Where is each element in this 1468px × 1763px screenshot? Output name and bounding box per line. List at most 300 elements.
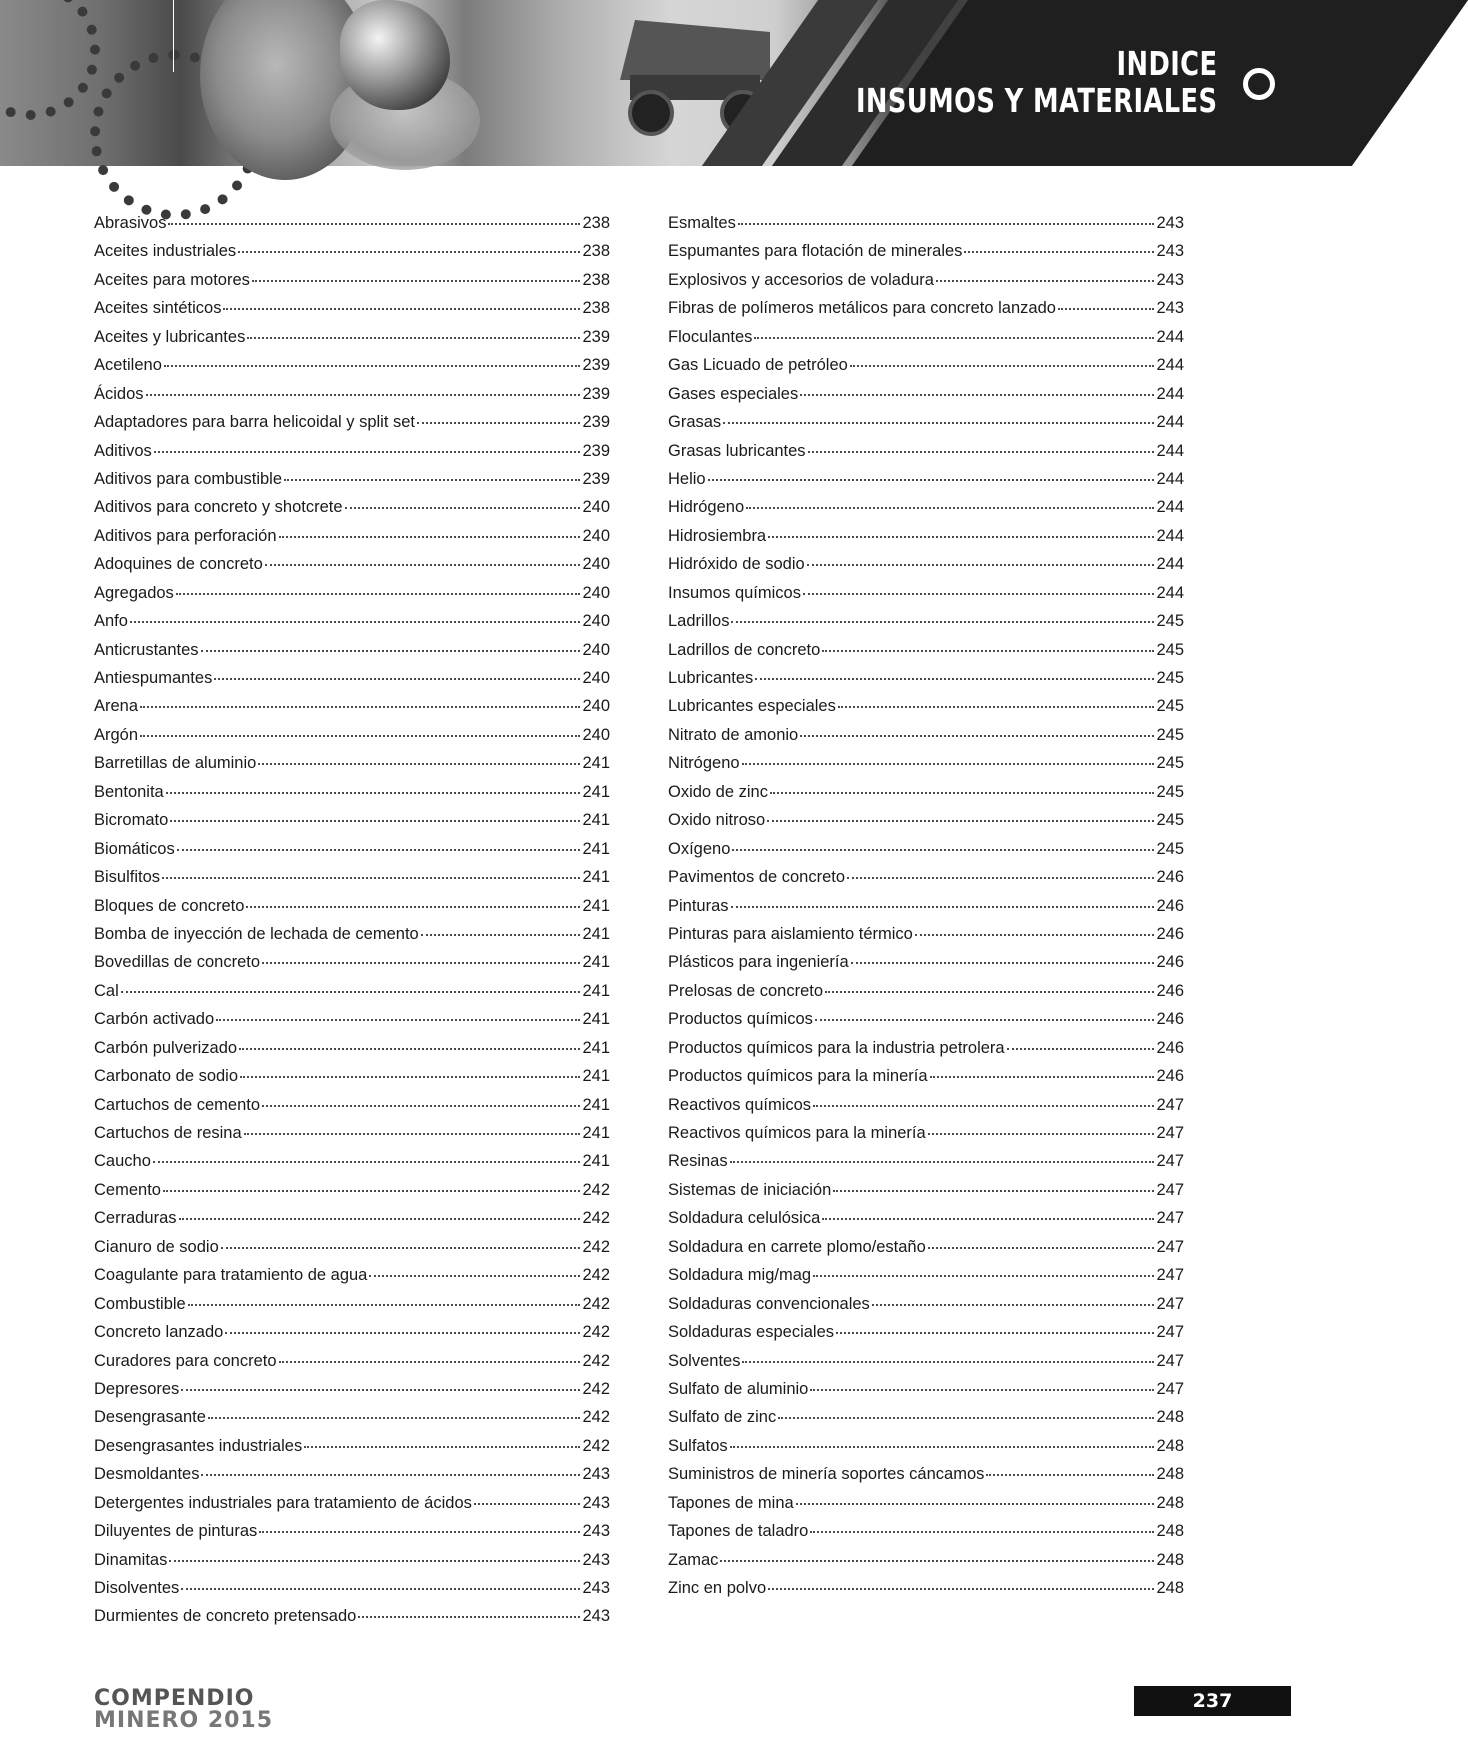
index-entry-name: Cal	[94, 981, 119, 1000]
index-entry-name: Zamac	[668, 1550, 719, 1569]
index-entry	[94, 1295, 610, 1323]
index-entry	[668, 1209, 1184, 1237]
index-entry-name: Plásticos para ingeniería	[668, 953, 849, 972]
index-entry-page: 246	[1156, 868, 1184, 887]
index-entry-page: 242	[582, 1237, 610, 1256]
index-entry-name: Pavimentos de concreto	[668, 868, 846, 887]
index-entry-page: 248	[1156, 1579, 1184, 1597]
index-entry-page: 242	[582, 1209, 610, 1228]
dot-leader	[225, 1332, 580, 1334]
index-entry-name: Nitrógeno	[668, 754, 740, 773]
dot-leader	[807, 564, 1155, 566]
index-entry-name: Sulfato de aluminio	[668, 1379, 809, 1398]
index-entry-page: 241	[582, 754, 610, 773]
index-entry-page: 244	[1156, 441, 1184, 460]
index-entry-name: Bomba de inyección de lechada de cemento	[94, 924, 419, 943]
index-entry-page: 247	[1156, 1095, 1184, 1114]
index-entry-name: Aceites y lubricantes	[94, 327, 246, 346]
dot-leader	[986, 1474, 1154, 1476]
dot-leader	[238, 251, 580, 253]
index-entry	[94, 1181, 610, 1209]
page-number: 237	[1134, 1686, 1291, 1716]
dot-leader	[259, 1531, 580, 1533]
title-line-2: INSUMOS Y MATERIALES	[855, 81, 1217, 120]
index-entry-name: Esmaltes	[668, 214, 736, 232]
index-entry-name: Hidrosiembra	[668, 526, 767, 545]
dot-leader	[813, 1275, 1154, 1277]
index-entry	[94, 328, 610, 356]
dot-leader	[170, 820, 580, 822]
index-entry-name: Carbonato de sodio	[94, 1067, 239, 1086]
index-entry-page: 243	[582, 1522, 610, 1541]
index-entry	[668, 1039, 1184, 1067]
index-entry	[668, 1238, 1184, 1266]
index-entry	[668, 754, 1184, 782]
index-entry-name: Fibras de polímeros metálicos para concreto lanzado	[668, 299, 1056, 318]
index-entry-name: Arena	[94, 697, 139, 716]
index-entry	[94, 385, 610, 413]
logo-line-1: COMPENDIO	[94, 1686, 255, 1711]
index-entry-page: 243	[582, 1550, 610, 1569]
index-entry	[668, 214, 1184, 242]
index-entry	[94, 669, 610, 697]
index-entry	[668, 1181, 1184, 1209]
index-entry	[668, 612, 1184, 640]
index-entry-page: 238	[582, 214, 610, 232]
index-entry	[668, 925, 1184, 953]
index-entry-name: Antiespumantes	[94, 669, 213, 687]
index-entry-name: Hidrógeno	[668, 498, 745, 517]
index-entry-name: Argón	[94, 725, 139, 744]
index-entry-name: Aditivos	[94, 441, 152, 460]
dot-leader	[810, 1531, 1154, 1533]
index-entry	[668, 242, 1184, 270]
index-entry-page: 240	[582, 640, 610, 659]
index-entry-name: Concreto lanzado	[94, 1323, 224, 1342]
index-entry-name: Adaptadores para barra helicoidal y split set	[94, 413, 416, 432]
index-entry-name: Bisulfitos	[94, 868, 161, 887]
index-entry	[668, 1380, 1184, 1408]
dot-leader	[140, 735, 580, 737]
index-entry-name: Bloques de concreto	[94, 896, 245, 915]
dot-leader	[754, 337, 1154, 339]
index-entry-name: Tapones de mina	[668, 1493, 794, 1512]
index-entry	[668, 669, 1184, 697]
index-entry	[668, 1522, 1184, 1550]
index-entry	[94, 612, 610, 640]
index-entry-name: Carbón activado	[94, 1010, 215, 1029]
dot-leader	[742, 763, 1155, 765]
dot-leader	[746, 507, 1154, 509]
index-entry	[94, 299, 610, 327]
index-entry-name: Pinturas para aislamiento térmico	[668, 924, 913, 943]
index-entry	[94, 982, 610, 1010]
index-entry-name: Cemento	[94, 1180, 161, 1199]
dot-leader	[825, 991, 1154, 993]
index-entry-page: 247	[1156, 1266, 1184, 1285]
index-entry-page: 241	[582, 981, 610, 1000]
index-entry-page: 245	[1156, 612, 1184, 631]
dot-leader	[201, 650, 581, 652]
dot-leader	[767, 820, 1154, 822]
dot-leader	[262, 1105, 580, 1107]
index-entry	[94, 726, 610, 754]
dot-leader	[930, 1076, 1155, 1078]
index-entry	[94, 470, 610, 498]
index-entry-name: Cianuro de sodio	[94, 1237, 219, 1256]
title-line-1: INDICE	[1116, 44, 1217, 83]
index-entry	[668, 982, 1184, 1010]
index-entry-name: Biomáticos	[94, 839, 175, 858]
index-entry-page: 246	[1156, 981, 1184, 1000]
index-entry	[94, 1124, 610, 1152]
index-entry	[94, 214, 610, 242]
index-entry	[94, 1551, 610, 1579]
index-entry-page: 240	[582, 526, 610, 545]
dot-leader	[369, 1275, 580, 1277]
index-entry-name: Reactivos químicos	[668, 1095, 812, 1114]
index-entry	[94, 1494, 610, 1522]
index-entry-page: 247	[1156, 1379, 1184, 1398]
index-column-right	[668, 214, 1184, 1607]
index-entry-name: Aceites sintéticos	[94, 299, 222, 318]
dot-leader	[244, 1133, 581, 1135]
dot-leader	[768, 1588, 1154, 1590]
index-entry-page: 246	[1156, 1067, 1184, 1086]
index-entry	[94, 1437, 610, 1465]
index-entry-name: Desengrasantes industriales	[94, 1436, 303, 1455]
index-entry	[94, 584, 610, 612]
index-entry-name: Floculantes	[668, 327, 753, 346]
index-entry-name: Desmoldantes	[94, 1465, 200, 1484]
header-banner	[0, 0, 1291, 166]
index-entry-page: 245	[1156, 782, 1184, 801]
index-entry-name: Combustible	[94, 1294, 186, 1313]
index-entry-name: Dinamitas	[94, 1550, 168, 1569]
dot-leader	[284, 479, 580, 481]
dot-leader	[223, 308, 580, 310]
index-entry-page: 248	[1156, 1522, 1184, 1541]
index-entry-page: 241	[582, 839, 610, 858]
dot-leader	[146, 394, 581, 396]
index-entry-page: 242	[582, 1180, 610, 1199]
index-entry-name: Detergentes industriales para tratamiento de ácidos	[94, 1493, 472, 1512]
index-entry-page: 242	[582, 1436, 610, 1455]
index-entry	[94, 1067, 610, 1095]
index-entry-name: Acetileno	[94, 356, 162, 375]
dot-leader	[121, 991, 581, 993]
index-entry	[94, 271, 610, 299]
index-entry	[668, 953, 1184, 981]
index-entry-page: 245	[1156, 811, 1184, 830]
dot-leader	[188, 1304, 581, 1306]
index-entry	[668, 811, 1184, 839]
index-entry-page: 243	[582, 1493, 610, 1512]
index-entry	[668, 1437, 1184, 1465]
index-entry-name: Adoquines de concreto	[94, 555, 263, 574]
index-entry	[668, 413, 1184, 441]
index-entry-name: Durmientes de concreto pretensado	[94, 1607, 357, 1626]
index-entry-page: 240	[582, 583, 610, 602]
dot-leader	[851, 962, 1155, 964]
index-entry-page: 245	[1156, 725, 1184, 744]
index-entry	[668, 1010, 1184, 1038]
index-entry	[668, 726, 1184, 754]
index-entry	[668, 1408, 1184, 1436]
index-entry-name: Aditivos para combustible	[94, 469, 283, 488]
index-entry-name: Abrasivos	[94, 214, 167, 232]
index-entry-name: Insumos químicos	[668, 583, 801, 602]
index-entry-name: Pinturas	[668, 896, 729, 915]
index-entry	[668, 584, 1184, 612]
index-entry-name: Lubricantes	[668, 669, 754, 687]
dot-leader	[850, 365, 1155, 367]
index-entry-name: Diluyentes de pinturas	[94, 1522, 258, 1541]
compendio-minero-logo	[94, 1686, 274, 1733]
index-entry-page: 241	[582, 1095, 610, 1114]
index-entry-page: 246	[1156, 953, 1184, 972]
index-entry-page: 244	[1156, 384, 1184, 403]
index-entry	[94, 754, 610, 782]
index-entry	[94, 897, 610, 925]
index-entry-page: 246	[1156, 1038, 1184, 1057]
index-entry-page: 245	[1156, 839, 1184, 858]
index-entry	[668, 1152, 1184, 1180]
index-entry-name: Curadores para concreto	[94, 1351, 277, 1370]
index-entry-page: 244	[1156, 555, 1184, 574]
dot-leader	[262, 962, 580, 964]
index-entry-page: 238	[582, 270, 610, 289]
dot-leader	[731, 906, 1155, 908]
ring-icon	[1243, 68, 1275, 100]
index-entry-name: Espumantes para flotación de minerales	[668, 242, 963, 261]
index-entry-name: Ácidos	[94, 384, 144, 403]
index-entry	[94, 1352, 610, 1380]
index-entry-page: 242	[582, 1294, 610, 1313]
index-entry-page: 247	[1156, 1294, 1184, 1313]
index-entry-page: 243	[1156, 214, 1184, 232]
index-entry	[94, 840, 610, 868]
index-entry-page: 244	[1156, 469, 1184, 488]
index-entry-page: 241	[582, 953, 610, 972]
index-entry	[94, 356, 610, 384]
index-entry-name: Anticrustantes	[94, 640, 199, 659]
dot-leader	[730, 1161, 1155, 1163]
index-entry-page: 239	[582, 469, 610, 488]
index-entry-page: 244	[1156, 583, 1184, 602]
index-entry-name: Prelosas de concreto	[668, 981, 824, 1000]
index-entry	[94, 242, 610, 270]
index-entry-name: Productos químicos para la industria petrolera	[668, 1038, 1005, 1057]
index-entry	[94, 1266, 610, 1294]
index-entry	[94, 1380, 610, 1408]
index-entry-page: 244	[1156, 526, 1184, 545]
index-entry-page: 244	[1156, 327, 1184, 346]
dot-leader	[177, 849, 581, 851]
index-entry-page: 241	[582, 924, 610, 943]
dot-leader	[813, 1105, 1154, 1107]
dot-leader	[731, 621, 1154, 623]
index-entry	[668, 897, 1184, 925]
index-entry-name: Soldadura mig/mag	[668, 1266, 812, 1285]
index-entry-page: 243	[582, 1579, 610, 1597]
index-entry-page: 247	[1156, 1237, 1184, 1256]
index-entry	[94, 1010, 610, 1038]
index-entry	[94, 811, 610, 839]
dot-leader	[208, 1417, 581, 1419]
index-entry	[668, 555, 1184, 583]
index-entry	[94, 1039, 610, 1067]
dot-leader	[140, 706, 580, 708]
index-entry	[94, 413, 610, 441]
dot-leader	[928, 1247, 1155, 1249]
dot-leader	[163, 1190, 581, 1192]
index-entry	[668, 470, 1184, 498]
index-entry-page: 240	[582, 725, 610, 744]
index-entry-page: 241	[582, 1038, 610, 1057]
dot-leader	[162, 877, 580, 879]
index-entry-name: Bentonita	[94, 782, 164, 801]
dot-leader	[201, 1474, 580, 1476]
index-entry-name: Soldaduras especiales	[668, 1323, 835, 1342]
index-entry	[668, 1096, 1184, 1124]
index-entry-page: 246	[1156, 896, 1184, 915]
dot-leader	[768, 536, 1154, 538]
dot-leader	[815, 1019, 1155, 1021]
dot-leader	[838, 706, 1155, 708]
index-entry-page: 241	[582, 811, 610, 830]
index-entry-page: 245	[1156, 640, 1184, 659]
index-entry-name: Ladrillos	[668, 612, 730, 631]
index-entry	[94, 1096, 610, 1124]
index-entry-page: 245	[1156, 669, 1184, 687]
index-entry-page: 243	[1156, 242, 1184, 261]
index-entry-name: Soldadura celulósica	[668, 1209, 821, 1228]
index-entry-name: Nitrato de amonio	[668, 725, 799, 744]
index-entry-page: 248	[1156, 1408, 1184, 1427]
dot-leader	[247, 337, 580, 339]
index-entry-name: Lubricantes especiales	[668, 697, 836, 716]
index-entry	[668, 840, 1184, 868]
index-entry	[94, 555, 610, 583]
dot-leader	[720, 1560, 1154, 1562]
index-entry-name: Bovedillas de concreto	[94, 953, 261, 972]
dot-leader	[796, 1503, 1155, 1505]
index-entry-name: Hidróxido de sodio	[668, 555, 805, 574]
index-entry-page: 241	[582, 1010, 610, 1029]
dot-leader	[810, 1389, 1154, 1391]
index-entry	[94, 527, 610, 555]
dot-leader	[239, 1048, 580, 1050]
dot-leader	[738, 223, 1155, 225]
dot-leader	[164, 365, 581, 367]
dot-leader	[304, 1446, 580, 1448]
index-entry	[94, 1209, 610, 1237]
index-entry-page: 245	[1156, 754, 1184, 773]
dot-leader	[822, 650, 1154, 652]
dot-leader	[358, 1616, 580, 1618]
index-entry	[668, 1579, 1184, 1607]
index-entry-name: Sulfato de zinc	[668, 1408, 777, 1427]
index-entry-name: Aditivos para concreto y shotcrete	[94, 498, 343, 517]
dot-leader	[240, 1076, 580, 1078]
index-entry	[668, 328, 1184, 356]
dot-leader	[216, 1019, 580, 1021]
dot-leader	[1058, 308, 1155, 310]
gear-image	[0, 0, 100, 120]
index-entry	[668, 641, 1184, 669]
dot-leader	[221, 1247, 581, 1249]
dot-leader	[730, 1446, 1155, 1448]
dot-leader	[474, 1503, 581, 1505]
dot-leader	[279, 1361, 581, 1363]
index-entry-page: 247	[1156, 1180, 1184, 1199]
dot-leader	[742, 1361, 1154, 1363]
index-entry-name: Aceites para motores	[94, 270, 250, 289]
index-entry	[668, 1465, 1184, 1493]
index-entry	[94, 783, 610, 811]
index-entry-name: Oxígeno	[668, 839, 731, 858]
index-entry	[668, 498, 1184, 526]
index-entry-page: 248	[1156, 1550, 1184, 1569]
index-entry-name: Ladrillos de concreto	[668, 640, 821, 659]
dot-leader	[964, 251, 1154, 253]
index-entry-page: 243	[1156, 270, 1184, 289]
index-entry	[94, 1408, 610, 1436]
index-entry	[94, 1607, 610, 1635]
index-entry-page: 248	[1156, 1436, 1184, 1455]
index-entry	[668, 868, 1184, 896]
index-entry	[94, 641, 610, 669]
index-entry-page: 239	[582, 384, 610, 403]
index-entry	[94, 1522, 610, 1550]
index-entry-page: 248	[1156, 1465, 1184, 1484]
dot-leader	[265, 564, 581, 566]
dot-leader	[833, 1190, 1154, 1192]
dot-leader	[822, 1218, 1154, 1220]
index-entry-name: Disolventes	[94, 1579, 180, 1597]
index-entry	[668, 1067, 1184, 1095]
index-entry	[94, 868, 610, 896]
dot-leader	[1007, 1048, 1155, 1050]
index-entry-page: 239	[582, 441, 610, 460]
index-entry-page: 241	[582, 896, 610, 915]
index-entry-name: Resinas	[668, 1152, 728, 1171]
index-entry-name: Carbón pulverizado	[94, 1038, 238, 1057]
index-entry-name: Sistemas de iniciación	[668, 1180, 832, 1199]
index-column-left	[94, 214, 610, 1636]
index-entry	[94, 1465, 610, 1493]
index-entry-page: 240	[582, 697, 610, 716]
index-entry-page: 246	[1156, 924, 1184, 943]
index-entry-page: 241	[582, 782, 610, 801]
index-entry	[94, 1579, 610, 1607]
index-entry-name: Cartuchos de cemento	[94, 1095, 261, 1114]
index-entry	[94, 697, 610, 725]
dot-leader	[166, 792, 581, 794]
index-entry-page: 243	[582, 1465, 610, 1484]
dot-leader	[181, 1588, 580, 1590]
dot-leader	[708, 479, 1155, 481]
index-entry-name: Zinc en polvo	[668, 1579, 767, 1597]
index-entry-name: Caucho	[94, 1152, 151, 1171]
dot-leader	[755, 678, 1154, 680]
dot-leader	[130, 621, 581, 623]
index-entry-page: 244	[1156, 498, 1184, 517]
index-entry-name: Cerraduras	[94, 1209, 177, 1228]
index-entry	[668, 442, 1184, 470]
index-entry-name: Aditivos para perforación	[94, 526, 277, 545]
